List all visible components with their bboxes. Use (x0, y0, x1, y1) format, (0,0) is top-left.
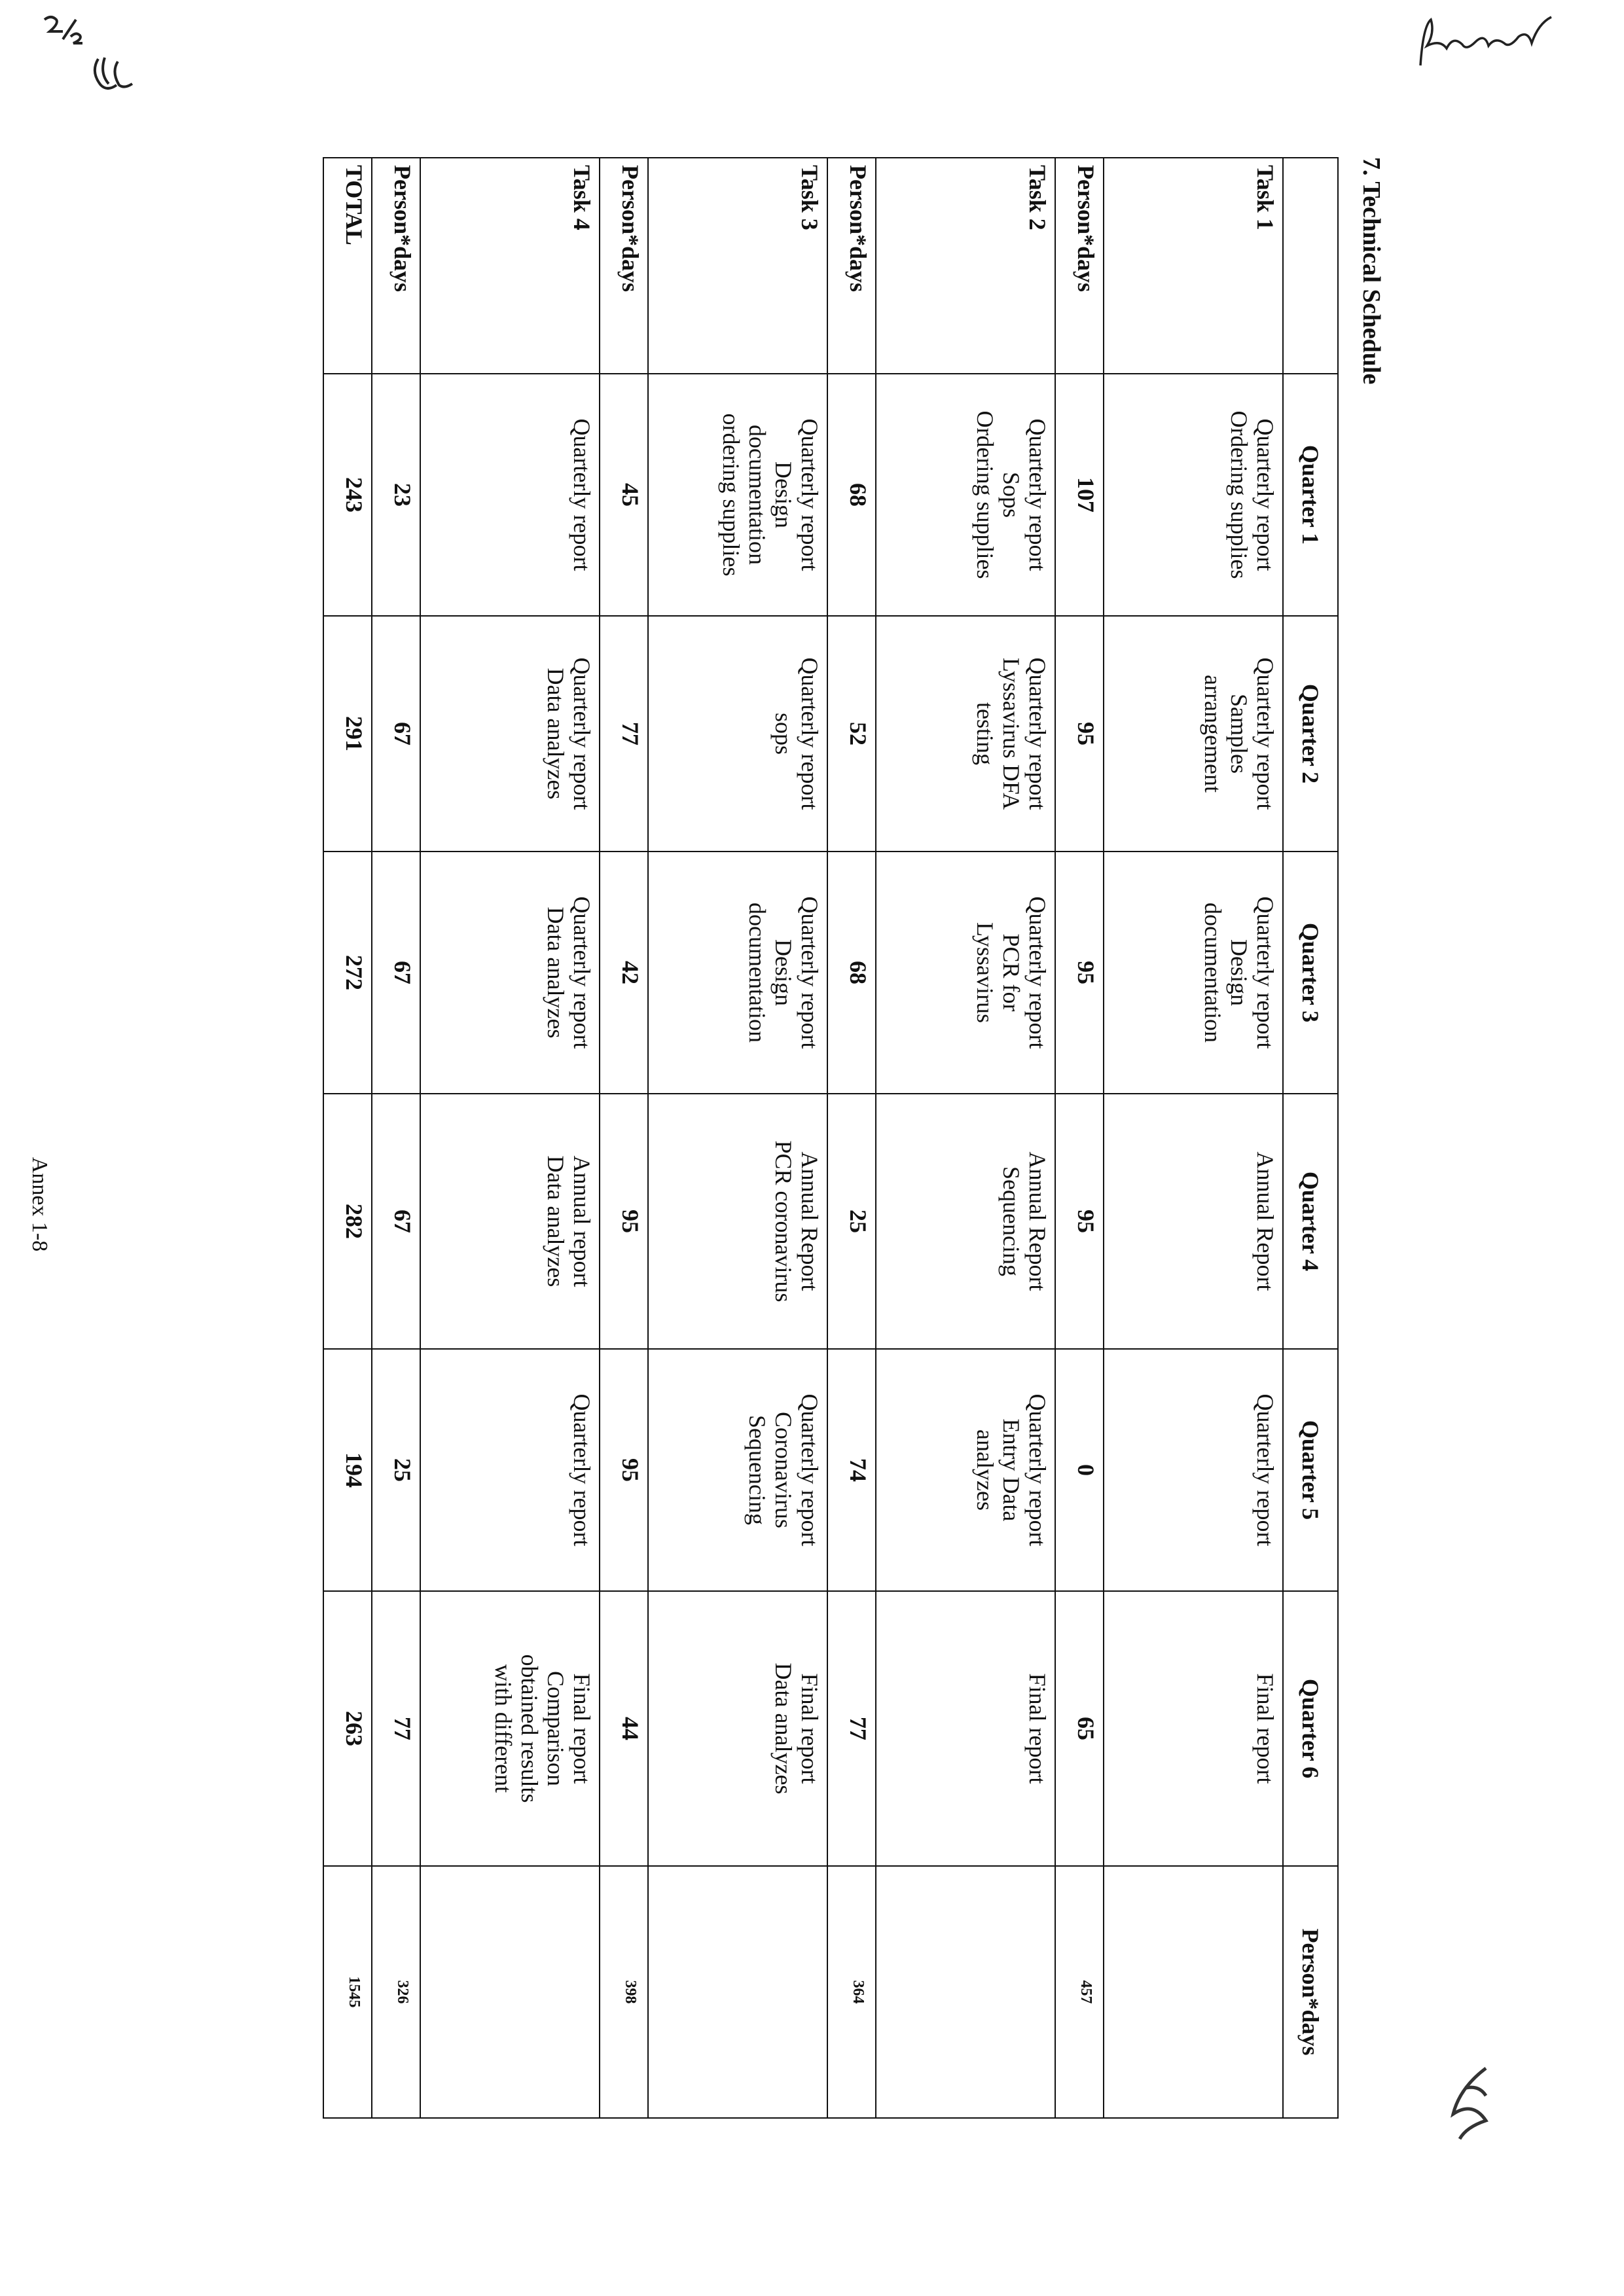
table-cell: Quarterly report (420, 1349, 600, 1591)
table-cell: 45 (600, 374, 648, 616)
table-cell: Final report Comparison obtained results with different (420, 1591, 600, 1866)
table-cell: 67 (372, 852, 420, 1094)
table-cell: Quarterly report Samples arrangement (1104, 616, 1283, 852)
table-cell: Quarterly report Ordering supplies (1104, 374, 1283, 616)
table-cell: Quarterly report PCR for Lyssavirus (876, 852, 1055, 1094)
table-cell: 272 (323, 852, 372, 1094)
top-right-signature (1414, 13, 1571, 72)
table-cell: Quarterly report Design documentation ordering supplies (648, 374, 827, 616)
task-row (420, 158, 600, 2118)
table-cell (1104, 1866, 1283, 2118)
table-cell: 95 (600, 1094, 648, 1349)
person-days-row (600, 158, 648, 2118)
table-cell: 95 (1055, 1094, 1104, 1349)
table-cell: 95 (600, 1349, 648, 1591)
table-cell: 364 (827, 1866, 876, 2118)
header-corner-cell (1283, 158, 1338, 374)
technical-schedule-table (323, 157, 1339, 2119)
page-footer: Annex 1-8 (27, 1157, 52, 1252)
table-cell: Quarterly report Coronavirus Sequencing (648, 1349, 827, 1591)
table-cell: 263 (323, 1591, 372, 1866)
table-cell: 1545 (323, 1866, 372, 2118)
table-header-row (1283, 158, 1338, 2118)
table-cell: 398 (600, 1866, 648, 2118)
table-cell: 291 (323, 616, 372, 852)
table-cell: 0 (1055, 1349, 1104, 1591)
table-cell: Quarterly report (420, 374, 600, 616)
table-cell: 77 (600, 616, 648, 852)
table-cell: 77 (827, 1591, 876, 1866)
row-label-cell: Person*days (1055, 158, 1104, 374)
table-cell: Final report Data analyzes (648, 1591, 827, 1866)
row-label-cell: TOTAL (323, 158, 372, 374)
row-label-cell: Task 3 (648, 158, 827, 374)
row-label-cell: Person*days (600, 158, 648, 374)
section-title: 7. Technical Schedule (1358, 157, 1385, 385)
person-days-row (827, 158, 876, 2118)
person-days-row (1055, 158, 1104, 2118)
table-cell: 107 (1055, 374, 1104, 616)
table-cell: Annual Report (1104, 1094, 1283, 1349)
column-header: Quarter 1 (1283, 374, 1338, 616)
column-header: Quarter 5 (1283, 1349, 1338, 1591)
table-cell: 23 (372, 374, 420, 616)
table-cell (420, 1866, 600, 2118)
table-cell: 243 (323, 374, 372, 616)
table-cell: Quarterly report (1104, 1349, 1283, 1591)
task-row (1104, 158, 1283, 2118)
column-header: Person*days (1283, 1866, 1338, 2118)
table-cell: 44 (600, 1591, 648, 1866)
table-cell: Final report (1104, 1591, 1283, 1866)
task-row (648, 158, 827, 2118)
table-cell: 52 (827, 616, 876, 852)
column-header: Quarter 2 (1283, 616, 1338, 852)
table-cell: 25 (372, 1349, 420, 1591)
task-row (876, 158, 1055, 2118)
table-cell: Quarterly report sops (648, 616, 827, 852)
row-label-cell: Person*days (827, 158, 876, 374)
row-label-cell: Task 4 (420, 158, 600, 374)
table-cell (876, 1866, 1055, 2118)
column-header: Quarter 4 (1283, 1094, 1338, 1349)
table-cell: Annual report Data analyzes (420, 1094, 600, 1349)
table-cell: Annual Report Sequencing (876, 1094, 1055, 1349)
table-cell: Quarterly report Sops Ordering supplies (876, 374, 1055, 616)
table-cell: 282 (323, 1094, 372, 1349)
row-label-cell: Task 1 (1104, 158, 1283, 374)
table-cell: 25 (827, 1094, 876, 1349)
table-cell: 67 (372, 616, 420, 852)
person-days-row (372, 158, 420, 2118)
table-cell: Quarterly report Lyssavirus DFA testing (876, 616, 1055, 852)
table-cell: Quarterly report Design documentation (1104, 852, 1283, 1094)
table-cell: Quarterly report Design documentation (648, 852, 827, 1094)
table-cell: 194 (323, 1349, 372, 1591)
row-label-cell: Task 2 (876, 158, 1055, 374)
table-cell: Final report (876, 1591, 1055, 1866)
table-cell: 67 (372, 1094, 420, 1349)
table-cell: 65 (1055, 1591, 1104, 1866)
table-cell: 68 (827, 852, 876, 1094)
top-left-handwritten-mark (39, 13, 85, 46)
table-cell: Quarterly report Data analyzes (420, 852, 600, 1094)
total-row (323, 158, 372, 2118)
table-body (323, 158, 1283, 2118)
table-cell: 457 (1055, 1866, 1104, 2118)
technical-schedule-section (298, 157, 1391, 2121)
row-label-cell: Person*days (372, 158, 420, 374)
table-cell: Quarterly report Entry Data analyzes (876, 1349, 1055, 1591)
table-cell: 95 (1055, 852, 1104, 1094)
table-cell: 42 (600, 852, 648, 1094)
table-cell: 95 (1055, 616, 1104, 852)
table-cell (648, 1866, 827, 2118)
column-header: Quarter 3 (1283, 852, 1338, 1094)
table-cell: 326 (372, 1866, 420, 2118)
initials-signature (85, 52, 144, 98)
table-cell: 77 (372, 1591, 420, 1866)
table-cell: 68 (827, 374, 876, 616)
table-cell: Quarterly report Data analyzes (420, 616, 600, 852)
column-header: Quarter 6 (1283, 1591, 1338, 1866)
table-cell: 74 (827, 1349, 876, 1591)
bottom-right-signature (1440, 2062, 1506, 2140)
table-cell: Annual Report PCR coronavirus (648, 1094, 827, 1349)
